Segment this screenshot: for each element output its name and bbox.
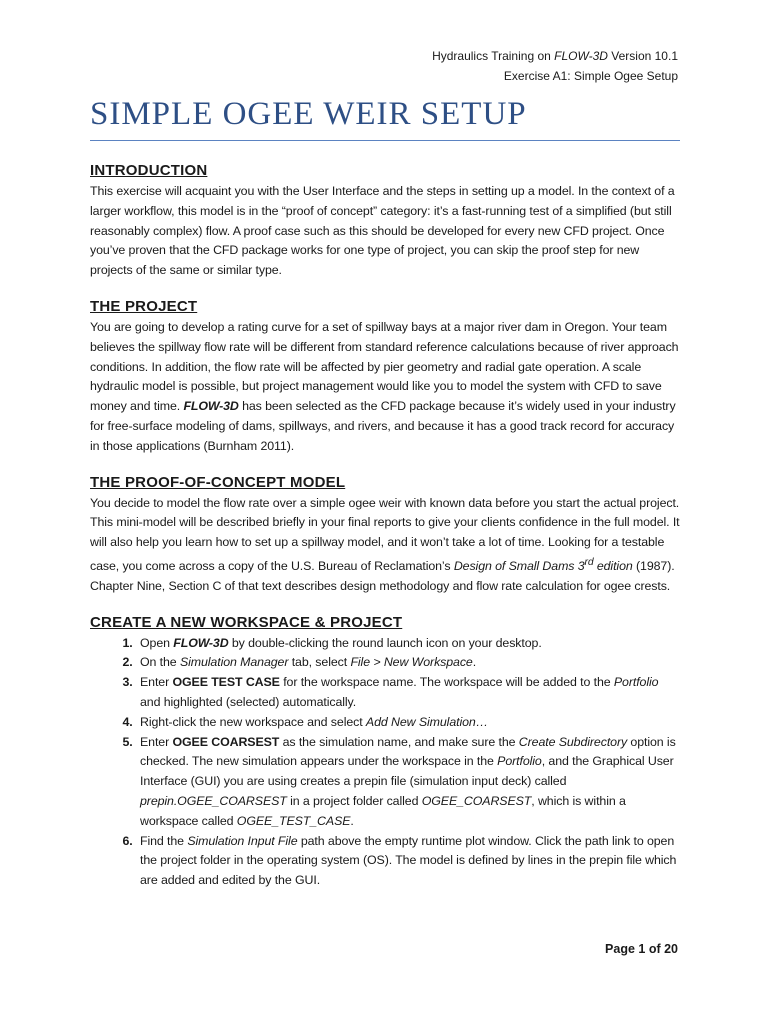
step-emphasis: Create Subdirectory <box>518 734 628 749</box>
step-text: Right-click the new workspace and select <box>140 714 366 729</box>
section-create-workspace <box>90 612 680 891</box>
proof-heading: THE PROOF-OF-CONCEPT MODEL <box>90 473 346 491</box>
step-text: , and the Graphical User Interface (GUI) you are using creates a prepin file (simulation input deck) called <box>140 754 674 789</box>
project-text-a: You are going to develop a rating curve for a set of spillway bays at a major river dam in Oregon. Your team believes the spillway flow rate will be different from standard reference calculations because of river approach conditions. In addition, the flow rate will be affected by pier geometry and radial gate operation. A scale hydraulic model is possible, but project management would like you to model the system with CFD to save money and time. <box>90 319 679 414</box>
step-text: On the <box>140 655 180 670</box>
step-text: and highlighted (selected) automatically. <box>140 695 357 710</box>
section-proof-of-concept <box>90 472 680 597</box>
header-suffix: Version 10.1 <box>607 49 678 63</box>
step-text: Find the <box>140 833 188 848</box>
step-emphasis: Portfolio <box>497 754 542 769</box>
header-line-1 <box>432 46 678 66</box>
step-emphasis: Simulation Manager <box>179 655 289 670</box>
introduction-paragraph: This exercise will acquaint you with the User Interface and the steps in setting up a model. In the context of a larger workflow, this model is in the “proof of concept” category: it’s a fast-running test of a simplified (but still reasonably complex) flow. A proof case such as this should be developed for every new CFD project. Once you’ve proven that the CFD package works for one type of project, you can skip the proof step for new projects of the same or similar type. <box>90 184 675 278</box>
workspace-heading: CREATE A NEW WORKSPACE & PROJECT <box>90 613 403 631</box>
step-text: as the simulation name, and make sure the <box>279 734 519 749</box>
step-emphasis: prepin.OGEE_COARSEST <box>140 794 287 809</box>
workspace-steps <box>90 634 680 891</box>
step-text: Open <box>140 635 174 650</box>
section-project <box>90 296 680 457</box>
running-header <box>432 46 678 86</box>
step-text: . <box>472 655 477 670</box>
step-text: , which is within a workspace called <box>140 794 626 828</box>
step-text: . <box>350 813 354 828</box>
step-strong: OGEE COARSEST <box>172 734 280 749</box>
page-number <box>605 942 678 956</box>
page-total: 20 <box>664 942 678 956</box>
step-strong: OGEE TEST CASE <box>172 675 280 690</box>
page-title: SIMPLE OGEE WEIR SETUP <box>90 96 527 132</box>
step-text: option is checked. The new simulation appears under the workspace in the <box>140 734 676 769</box>
step-emphasis: OGEE_COARSEST <box>421 794 532 809</box>
step-text: Enter <box>140 675 173 690</box>
page-current: 1 <box>638 942 646 956</box>
step-emphasis: File > New Workspace <box>350 655 473 670</box>
step-text: in a project folder called <box>286 794 422 809</box>
header-line-2: Exercise A1: Simple Ogee Setup <box>503 69 678 83</box>
project-text-b: has been selected as the CFD package because it’s widely used in your industry for free-surface modeling of dams, spillways, and rivers, and because it has a good track record for accuracy in those applications (Burnham 2011). <box>90 399 676 453</box>
page-label: Page <box>605 942 639 956</box>
header-product: FLOW-3D <box>554 49 608 63</box>
step-emphasis: Simulation Input File <box>187 833 298 848</box>
step-text: Enter <box>140 734 173 749</box>
book-edition: edition <box>593 559 633 574</box>
step-emphasis: FLOW-3D <box>173 635 229 650</box>
step-item <box>136 832 680 891</box>
project-product: FLOW-3D <box>183 399 239 414</box>
project-paragraph <box>90 318 680 457</box>
page-of-label: of <box>645 942 665 956</box>
step-emphasis: Portfolio <box>613 675 659 690</box>
proof-text-b: (1987). Chapter Nine, Section C of that text describes design methodology and flow rate calculation for ogee crests. <box>90 559 675 593</box>
step-item <box>136 733 680 832</box>
step-text: path above the empty runtime plot window. Click the path link to open the project folder in the operating system (OS). The model is defined by lines in the prepin file which are added and edited by the GUI. <box>140 833 677 888</box>
step-item <box>136 634 680 654</box>
header-prefix: Hydraulics Training on <box>432 49 555 63</box>
proof-text-a: You decide to model the flow rate over a simple ogee weir with known data before you start the actual project. This mini-model will be described briefly in your final reports to give your clients confidence in the full model. It will also help you learn how to set up a spillway model, and it won’t take a lot of time. Looking for a testable case, you come across a copy of the U.S. Bureau of Reclamation’s <box>90 495 680 574</box>
document-body <box>90 160 680 891</box>
proof-paragraph <box>90 494 680 597</box>
project-heading: THE PROJECT <box>90 297 198 315</box>
step-text: by double-clicking the round launch icon on your desktop. <box>228 635 542 650</box>
step-item <box>136 673 680 713</box>
introduction-heading: INTRODUCTION <box>90 162 208 179</box>
section-introduction <box>90 160 680 281</box>
step-item <box>136 653 680 673</box>
step-emphasis: Add New Simulation… <box>365 714 488 729</box>
title-divider <box>90 140 680 141</box>
book-superscript: rd <box>584 556 594 568</box>
step-text: for the workspace name. The workspace will be added to the <box>279 675 614 690</box>
book-title-text: Design of Small Dams 3 <box>453 559 585 574</box>
book-title <box>453 556 633 574</box>
step-text: tab, select <box>288 655 351 670</box>
step-emphasis: OGEE_TEST_CASE <box>236 813 351 828</box>
step-item <box>136 713 680 733</box>
